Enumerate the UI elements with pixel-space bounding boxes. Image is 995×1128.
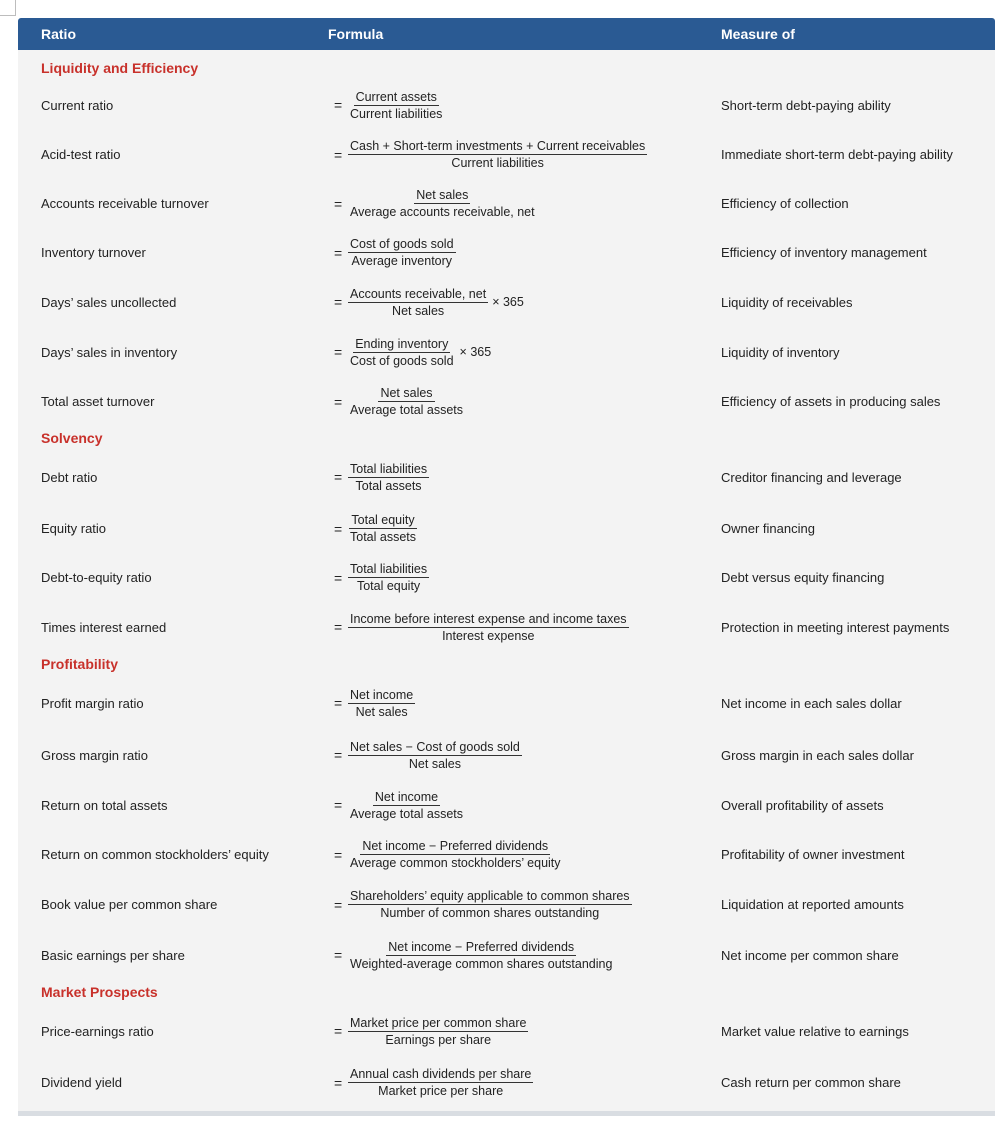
table-row — [18, 780, 995, 830]
numerator: Shareholders’ equity applicable to common shares — [350, 889, 630, 903]
table-row — [18, 277, 995, 327]
table-row — [18, 228, 995, 277]
measure-of: Creditor financing and leverage — [721, 469, 902, 485]
measure-of: Liquidity of receivables — [721, 294, 853, 310]
formula — [305, 611, 698, 644]
fraction — [348, 138, 647, 171]
table-row — [18, 377, 995, 426]
table-row — [18, 1058, 995, 1107]
fraction — [348, 739, 522, 772]
measure-of: Net income in each sales dollar — [721, 695, 902, 711]
denominator: Average inventory — [351, 254, 453, 268]
denominator: Net sales — [355, 704, 408, 719]
measure-of: Net income per common share — [721, 947, 899, 963]
formula — [305, 461, 698, 494]
fraction — [348, 561, 429, 594]
measure-of: Liquidation at reported amounts — [721, 897, 904, 912]
denominator: Total assets — [355, 478, 422, 493]
formula — [305, 138, 698, 171]
numerator: Net sales − Cost of goods sold — [350, 739, 520, 754]
equals-sign: = — [334, 797, 343, 813]
table-row — [18, 879, 995, 930]
formula — [305, 939, 698, 972]
equals-sign: = — [334, 146, 343, 163]
equals-sign: = — [334, 569, 343, 586]
numerator: Cash + Short-term investments + Current receivables — [350, 139, 646, 153]
numerator: Ending inventory — [355, 336, 449, 351]
fraction — [348, 385, 465, 418]
measure-of: Overall profitability of assets — [721, 797, 884, 813]
ratio-name: Current ratio — [41, 97, 114, 113]
measure-of: Liquidity of inventory — [721, 344, 840, 360]
corner-marker — [0, 0, 16, 16]
denominator: Average accounts receivable, net — [350, 205, 535, 219]
numerator: Net income — [350, 687, 414, 702]
denominator: Current liabilities — [350, 106, 443, 121]
equals-sign: = — [334, 244, 343, 261]
formula — [305, 838, 698, 871]
formula — [305, 336, 698, 369]
formula — [305, 1015, 698, 1048]
formula — [305, 286, 698, 319]
measure-of: Market value relative to earnings — [721, 1023, 909, 1039]
fraction — [348, 838, 563, 871]
ratio-name: Debt ratio — [41, 469, 98, 485]
ratio-name: Days’ sales in inventory — [41, 344, 178, 360]
ratio-name: Debt-to-equity ratio — [41, 570, 152, 585]
measure-of: Debt versus equity financing — [721, 570, 885, 585]
header-ratio: Ratio — [41, 26, 76, 42]
table-body — [18, 50, 995, 1116]
formula — [305, 187, 698, 220]
equals-sign: = — [334, 896, 343, 913]
section-title: Market Prospects — [41, 984, 158, 1000]
equals-sign: = — [334, 294, 343, 310]
ratio-name: Inventory turnover — [41, 245, 146, 260]
denominator: Total equity — [356, 579, 421, 593]
denominator: Average total assets — [350, 403, 464, 417]
table-row — [18, 676, 995, 730]
ratio-name: Return on total assets — [41, 797, 168, 813]
table-row — [18, 553, 995, 602]
equals-sign: = — [334, 1074, 343, 1091]
table-row — [18, 830, 995, 879]
fraction — [348, 461, 429, 494]
header-measure: Measure of — [721, 26, 795, 42]
equals-sign: = — [334, 344, 343, 360]
table-row — [18, 450, 995, 504]
measure-of: Cash return per common share — [721, 1075, 901, 1090]
fraction — [348, 939, 614, 972]
fraction — [348, 687, 415, 720]
fraction — [348, 187, 537, 220]
equals-sign: = — [334, 393, 343, 410]
denominator: Earnings per share — [385, 1032, 492, 1047]
denominator: Net sales — [408, 756, 461, 771]
table-row — [18, 1004, 995, 1058]
numerator: Total liabilities — [350, 461, 428, 476]
measure-of: Immediate short-term debt-paying ability — [721, 147, 953, 162]
table-header — [18, 18, 995, 50]
equals-sign: = — [334, 846, 343, 863]
numerator: Net income − Preferred dividends — [388, 939, 575, 954]
ratio-name: Total asset turnover — [41, 394, 155, 409]
formula — [305, 1066, 698, 1099]
table-row — [18, 179, 995, 228]
ratio-name: Return on common stockholders’ equity — [41, 847, 269, 862]
equals-sign: = — [334, 97, 343, 113]
measure-of: Gross margin in each sales dollar — [721, 747, 914, 763]
fraction — [348, 611, 629, 644]
measure-of: Efficiency of collection — [721, 196, 849, 211]
table-row — [18, 504, 995, 553]
fraction — [348, 512, 418, 545]
formula — [305, 236, 698, 269]
measure-of: Profitability of owner investment — [721, 847, 905, 862]
ratio-name: Acid-test ratio — [41, 147, 121, 162]
denominator: Weighted-average common shares outstanding — [350, 956, 613, 971]
equals-sign: = — [334, 747, 343, 763]
table-row — [18, 602, 995, 652]
multiplier: × 365 — [492, 295, 524, 309]
fraction — [348, 789, 465, 822]
measure-of: Efficiency of inventory management — [721, 245, 927, 260]
section-title: Liquidity and Efficiency — [41, 60, 199, 76]
equals-sign: = — [334, 619, 343, 635]
ratio-name: Accounts receivable turnover — [41, 196, 209, 211]
formula — [305, 687, 698, 720]
denominator: Net sales — [392, 303, 445, 318]
denominator: Number of common shares outstanding — [380, 906, 600, 920]
table-row — [18, 730, 995, 780]
numerator: Cost of goods sold — [350, 237, 454, 251]
section-title: Solvency — [41, 430, 103, 446]
measure-of: Owner financing — [721, 521, 815, 536]
fraction — [348, 336, 456, 369]
formula — [305, 561, 698, 594]
measure-of: Short-term debt-paying ability — [721, 97, 891, 113]
table-row — [18, 930, 995, 980]
equals-sign: = — [334, 695, 343, 711]
denominator: Average common stockholders’ equity — [350, 856, 561, 870]
equals-sign: = — [334, 1023, 343, 1039]
numerator: Net income — [374, 789, 439, 804]
denominator: Total assets — [350, 530, 417, 544]
formula — [305, 739, 698, 772]
fraction — [348, 89, 444, 122]
numerator: Net income − Preferred dividends — [362, 839, 549, 853]
formula — [305, 385, 698, 418]
numerator: Total equity — [351, 513, 415, 527]
equals-sign: = — [334, 947, 343, 963]
denominator: Current liabilities — [451, 156, 544, 170]
numerator: Market price per common share — [350, 1015, 527, 1030]
formula — [305, 512, 698, 545]
numerator: Net sales — [416, 188, 469, 202]
ratio-name: Days’ sales uncollected — [41, 294, 177, 310]
denominator: Average total assets — [350, 806, 464, 821]
formula — [305, 888, 698, 921]
denominator: Interest expense — [442, 628, 535, 643]
financial-ratios-table — [18, 18, 995, 1116]
ratio-name: Dividend yield — [41, 1075, 122, 1090]
header-formula: Formula — [328, 26, 384, 42]
table-row — [18, 80, 995, 130]
section-title: Profitability — [41, 656, 119, 672]
multiplier: × 365 — [459, 345, 492, 359]
fraction — [348, 1015, 528, 1048]
fraction — [348, 1066, 533, 1099]
ratio-name: Equity ratio — [41, 521, 107, 536]
measure-of: Efficiency of assets in producing sales — [721, 394, 941, 409]
measure-of: Protection in meeting interest payments — [721, 619, 950, 635]
ratio-name: Profit margin ratio — [41, 695, 144, 711]
numerator: Accounts receivable, net — [350, 286, 487, 301]
table-row — [18, 130, 995, 179]
fraction — [348, 236, 456, 269]
numerator: Current assets — [355, 89, 437, 104]
table-row — [18, 327, 995, 377]
ratio-name: Gross margin ratio — [41, 747, 148, 763]
equals-sign: = — [334, 195, 343, 212]
ratio-name: Book value per common share — [41, 897, 218, 912]
fraction — [348, 888, 632, 921]
fraction — [348, 286, 488, 319]
numerator: Income before interest expense and income taxes — [350, 611, 627, 626]
equals-sign: = — [334, 469, 343, 485]
ratio-name: Times interest earned — [41, 619, 167, 635]
numerator: Annual cash dividends per share — [350, 1067, 532, 1081]
equals-sign: = — [334, 520, 343, 537]
numerator: Total liabilities — [350, 562, 428, 576]
numerator: Net sales — [380, 386, 433, 400]
formula — [305, 89, 698, 122]
ratio-name: Basic earnings per share — [41, 947, 185, 963]
ratio-name: Price-earnings ratio — [41, 1023, 154, 1039]
denominator: Market price per share — [378, 1084, 504, 1098]
formula — [305, 789, 698, 822]
denominator: Cost of goods sold — [350, 353, 454, 368]
